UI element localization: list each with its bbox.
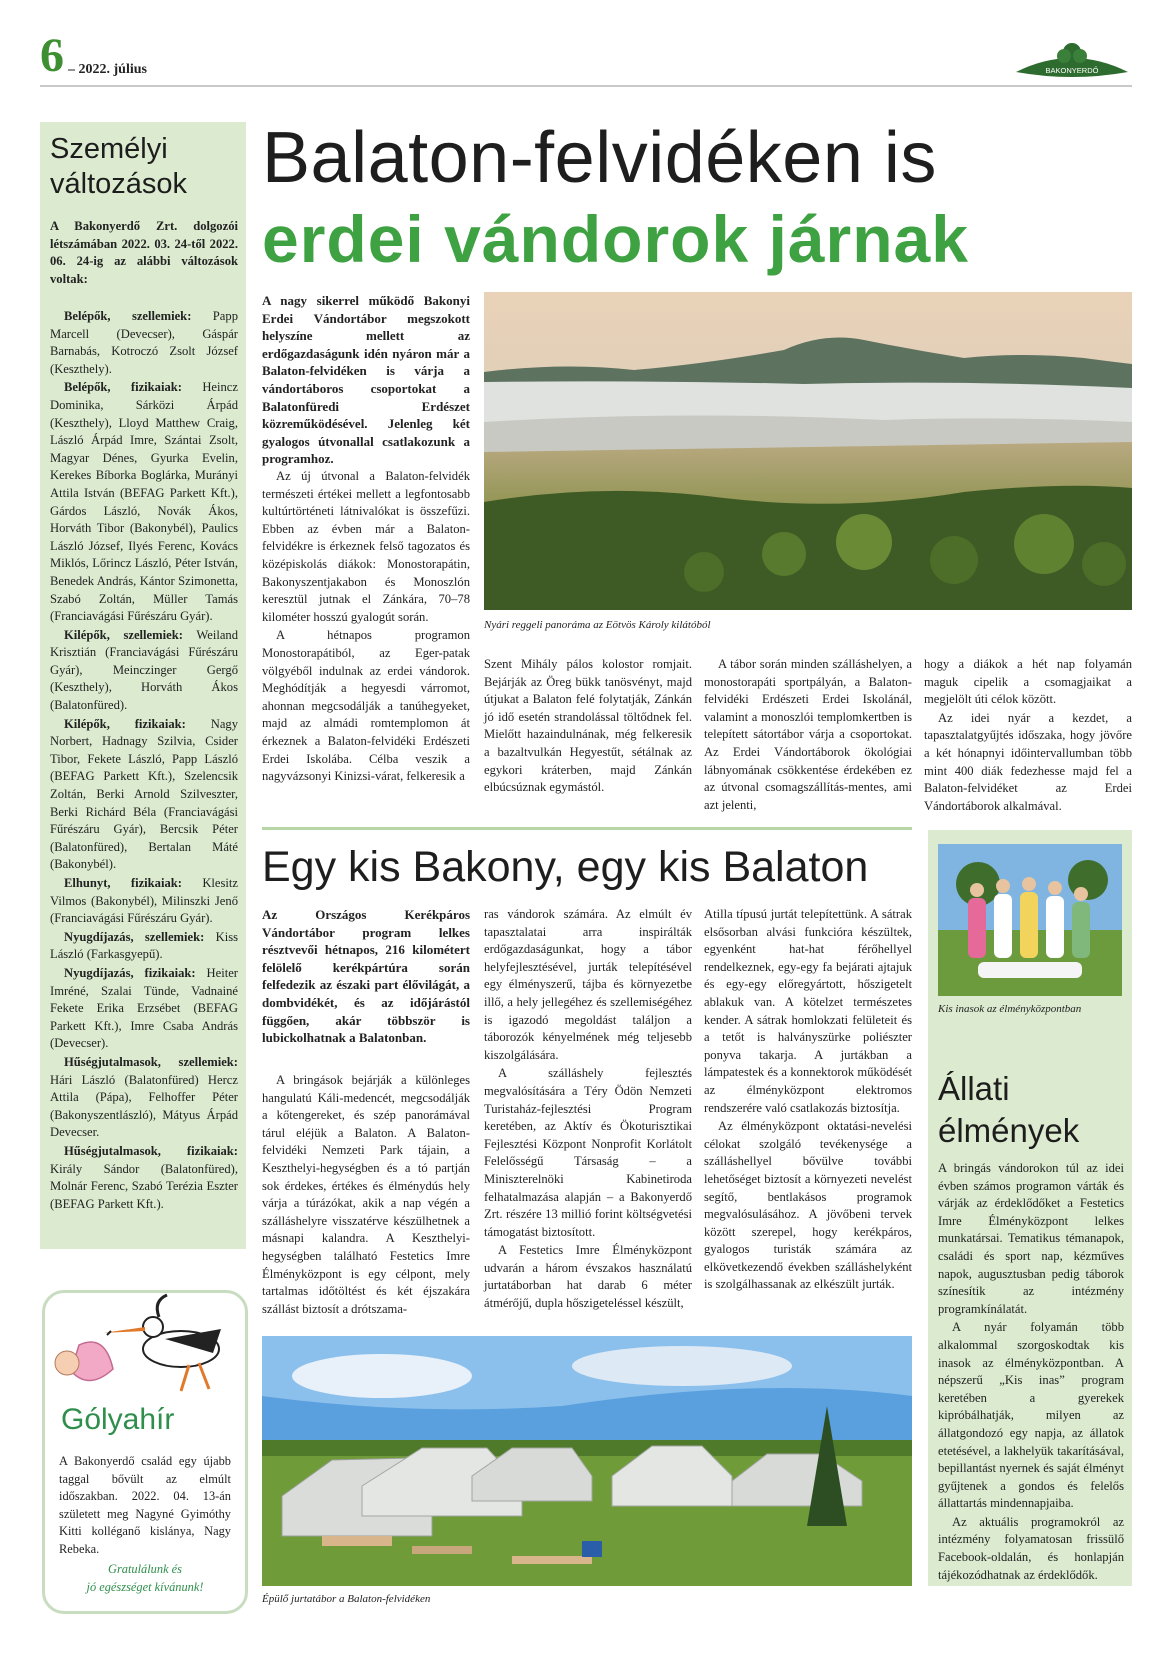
article2-column1 [262,1072,470,1319]
article2-title: Egy kis Bakony, egy kis Balaton [262,843,869,891]
personnel-entry [50,379,238,625]
article1-column2 [484,656,692,798]
article2-column2 [484,906,692,1314]
personnel-entry-label: Hűségjutalmasok, szellemiek: [64,1054,238,1069]
personnel-entry-text: Hári László (Balatonfüred) Hercz Attila (Pápa), Felhoffer Péter (Bakonyszentlászló), Mátyus Árpád Devecser. [50,1072,238,1140]
article2-column3 [704,906,912,1295]
article1-paragraph: A hétnapos programon Monostorapátiból, az Eger-patak völgyéből indulnak az erdei vándorok. Meghódítják a hegyesdi várromot, ahonnan megcsodálják a tanúhegyeket, majd az almádi romtemplomon át érkeznek a Balaton-felvidéki Erdészeti Erdei Iskolába. Célba veszik a nagyvázsonyi Kinizsi-várat, felkeresik a [262,628,470,784]
personnel-entry-text: Klesitz Vilmos (Bakonybél), Milinszki Jenő (Franciavágási Fűrészáru Gyár). [50,876,238,926]
animal-experiences-title: Állati élmények [938,1070,1080,1149]
issue-date: – 2022. július [68,62,147,77]
kids-photo [938,844,1122,996]
article1-column3 [704,656,912,815]
article2-paragraph: A Festetics Imre Élményközpont udvarán a három évszakos használatú jurtatáborban hat darab 6 méter átmérőjű, dupla hőszigeteléssel készült, [484,1243,692,1311]
personnel-entry-label: Nyugdíjazás, szellemiek: [64,929,205,944]
yurt-camp-photo [262,1336,912,1586]
article-divider [262,827,912,830]
article1-column4 [924,656,1132,816]
panorama-caption: Nyári reggeli panoráma az Eötvös Károly kilátóból [484,619,711,631]
personnel-entry-text: Weiland Krisztián (Franciavágási Fűrészáru Gyár), Meinczinger Gergő (Keszthely), Horváth Ákos (Balatonfüred). [50,627,239,713]
logo-text: BAKONYERDŐ [1045,66,1099,75]
personnel-entry [50,716,238,874]
personnel-entry [50,1143,238,1213]
personnel-entry-text: Kiss László (Farkasgyepű). [50,929,238,962]
kids-caption: Kis inasok az élményközpontban [938,1003,1082,1015]
personnel-entry-text: Király Sándor (Balatonfüred), Molnár Ferenc, Szabó Terézia Eszter (BEFAG Parkett Kft.). [50,1161,238,1211]
personnel-entry-label: Elhunyt, fizikaiak: [64,876,182,890]
personnel-entry [50,1054,238,1142]
personnel-entry-label: Kilépők, szellemiek: [64,627,183,642]
personnel-entry [50,627,238,715]
birth-announcement-box [42,1290,248,1614]
animal-paragraph: Az aktuális programokról az intézmény folyamatosan frissülő Facebook-oldalán, és honlapján tájékozódhatnak az érdeklődők. [938,1514,1124,1582]
personnel-entry-label: Belépők, szellemiek: [64,309,192,323]
headline-line1: Balaton-felvidéken is [262,118,937,198]
stork-baby-icon [49,1293,245,1401]
article2-lead: Az Országos Kerékpáros Vándortábor program lelkes résztvevői hétnapos, 216 kilométert felölelő kerékpártúra során felfedezik az északi part élővilágát, a dombvidékét, és az időjárástól függően, akár többször is lubickolhatnak a Balatonban. [262,907,470,1046]
animal-paragraph: A bringás vándorokon túl az idei évben számos programon várták és várják az érdeklődőket a Festetics Imre Élményközpont lelkes munkatársai. Tematikus témanapok, családi és sport nap, kézműves napok, augusztusban pedig táborok színesítik az intézmény programkínálatát. [938,1161,1124,1316]
article1-column1 [262,468,470,787]
yurt-camp-caption: Épülő jurtatábor a Balaton-felvidéken [262,1593,431,1605]
personnel-entry-text: Papp Marcell (Devecser), Gáspár Barnabás, Kotroczó Zsolt József (Keszthely). [50,309,238,376]
personnel-entry [50,308,238,378]
personnel-entry [50,929,238,964]
personnel-entry-label: Hűségjutalmasok, fizikaiak: [64,1143,238,1158]
bakonyerdo-logo [1012,38,1132,82]
personnel-entry-text: Heiter Imréné, Szalai Tünde, Vadnainé Fekete Erika Erzsébet (BEFAG Parkett Kft.), Imre Csaba András (Devecser). [50,965,238,1051]
article2-paragraph: A szálláshely fejlesztés megvalósítására a Téry Ödön Nemzeti Turistaház-fejlesztési Program keretében, az Aktív és Ökoturisztikai Fejlesztési Központ Nonprofit Korlátolt Felelősségű Társaság – a Miniszterelnöki Kabinetiroda felhatalmazása alapján – a Bakonyerdő Zrt. részére 13 millió forint költségvetési támogatást biztosított. [484,1066,692,1239]
personnel-list [50,308,238,1214]
article1-paragraph: Az idei nyár a kezdet, a tapasztalatgyűjtés időszaka, hogy jövőre a két hónapnyi időintervallumban több mint 400 diák fedezhesse majd fel a Balaton-felvidéket az Erdei Vándortáborok alkalmával. [924,710,1132,813]
personnel-entry-label: Belépők, fizikaiak: [64,380,182,395]
article1-paragraph: A tábor során minden szálláshelyen, a monostorapáti sportpályán, a Balaton-felvidéki Erdészeti Erdei Iskolánál, valamint a monoszlói templomkertben is telepített sátortábor várja a csoportokat. Az Erdei Vándortáborok ökológiai lábnyomának csökkentése érdekében ez az útvonal csomagszállítás-mentes, ami azt jelenti, [704,657,912,812]
birth-title: Gólyahír [61,1403,175,1436]
article2-paragraph: A bringások bejárják a különleges hangulatú Káli-medencét, megcsodálják a kőtengereket, és szép panorámával tárul eléjük a Balaton. A Balaton-felvidéki Nemzeti Park tájain, a Keszthelyi-hegységben és a tó partján sok érdekes, értékes és élménydús hely várja a túrázókat, akik a nap végén a szálláshelyre visszatérve készülhetnek a másnapi kalandra. A Keszthelyi-hegységben található Festetics Imre Élményközpont is egy célpont, mely tartalmas időtöltést és két éjszakára szállást biztosít a drótszama- [262,1073,470,1316]
birth-wish-line2: jó egészséget kívánunk! [86,1579,204,1594]
birth-wish [59,1561,231,1596]
personnel-entry [50,875,238,928]
personnel-entry [50,965,238,1053]
header-rule [40,85,1132,87]
article2-paragraph: Az élményközpont oktatási-nevelési célokat szolgáló tevékenysége a szálláshellyel bővülve további lehetőséget biztosít a környezeti nevelést segítő, bentlakásos programok megvalósulásához. A jövőbeni tervek között szerepel, hogy kerékpáros, gyalogos turisták számára az elkövetkezendő években szálláshelyként is szolgálhassanak az elkészült jurták. [704,1119,912,1292]
personnel-intro: A Bakonyerdő Zrt. dolgozói létszámában 2022. 03. 24-től 2022. 06. 24-ig az alábbi változások voltak: [50,219,238,286]
article1-lead: A nagy sikerrel működő Bakonyi Erdei Vándortábor megszokott helyszíne mellett az erdőgazdaságunk idén nyáron már a Balaton-felvidéken is várja a vándortáboros csoportokat a Balatonfüredi Erdészet közreműködésével. Jelenleg két gyalogos útvonallal csatlakozunk a programhoz. [262,293,470,467]
article2-paragraph: ras vándorok számára. Az elmúlt év tapasztalatai arra inspirálták erdőgazdaságunkat, hogy a tábor helyfejlesztésével, jurták telepítésével egy élményszerű, tájba és környezetbe illő, a hely jellegéhez és szellemiségéhez is igazodó megoldást találjon a táborozók kényelmének még teljesebb kiszolgálására. [484,907,692,1062]
article1-paragraph: hogy a diákok a hét nap folyamán maguk cipelik a csomagjaikat a megjelölt úti célok között. [924,657,1132,707]
personnel-entry-label: Nyugdíjazás, fizikaiak: [64,965,196,980]
animal-experiences-box [928,830,1132,1586]
personnel-changes-box [40,122,246,1249]
headline-line2: erdei vándorok járnak [262,202,969,276]
personnel-entry-label: Kilépők, fizikaiak: [64,716,186,731]
animal-experiences-text [938,1160,1124,1585]
personnel-entry-text: Nagy Norbert, Hadnagy Szilvia, Csider Tibor, Fekete László, Papp László (BEFAG Parkett Kft.), Szelencsik Zoltán, Berki Arnold Szilveszter, Berki Richárd Béla (Franciavágási Fűrészáru Gyár), Bercsik Péter (Balatonfüred), Bertalan Máté (Bakonybél). [50,716,238,872]
page-number: 6 [40,29,64,82]
panorama-photo [484,292,1132,610]
animal-paragraph: A nyár folyamán több alkalommal szorgoskodtak kis inasok az élményközpontban. A népszerű „Kis inas” program keretében a gyerekek kipróbálhatják, milyen az állatgondozó egy napja, az állatok etetésével, a lakhelyük takarításával, bepillantást nyernek és saját élményt gyűjtenek a gondos és felelős állattartás mindennapjaiba. [938,1320,1124,1511]
personnel-title: Személyi változások [50,133,188,200]
personnel-entry-text: Heincz Dominika, Sárközi Árpád (Keszthely), Lloyd Matthew Craig, László Árpád Imre, Szántai Zsolt, Magyar Dénes, Gyurka Evelin, Kerekes Bíborka Boglárka, Murányi Attila István (BEFAG Parkett Kft.), Gárdos László, Novák Ákos, Horváth Tibor (Bakonybél), Paulics László József, Ilyés Ferenc, Kovács Miklós, Lőrincz László, Péter István, Benedek András, Kántor Szimonetta, Szabó Zoltán, Müller Tamás (Franciavágási Fűrészáru Gyár). [50,380,238,624]
birth-text: A Bakonyerdő család egy újabb taggal bővült az elmúlt időszakban. 2022. 04. 13-án született meg Nagyné Gyimóthy Kitti kolléganő kislánya, Nagy Rebeka. [59,1454,231,1556]
birth-wish-line1: Gratulálunk és [108,1562,182,1576]
article2-paragraph: Atilla típusú jurtát telepítettünk. A sátrak elsősorban alvási funkcióra készültek, egyenként hat-hat férőhellyel rendelkeznek, egy-egy fa bejárati ajtajuk és egy-egy előregyártott, hőszigetelt ablakuk van. A kötelzet természetes kender. A sátrak homlokzati felületeit és a tetőt is halványszürke poliészter ponyva takarja. A jurtákban a lámpatestek és a konnektorok működését az élményközpont elektromos rendszerére való csatlakozás biztosítja. [704,907,912,1115]
article1-paragraph: Az új útvonal a Balaton-felvidék természeti értékei mellett a legfontosabb kultúrtörténeti látnivalókat is összefűzi. Ebben az évben már a Balaton-felvidékre is érkeznek felső tagozatos és középiskolás diákok: Monostorapátin, Bakonyszentjakabon és Monoszlón keresztül jutnak el Zánkára, 70–78 kilométer hosszú gyalogút során. [262,469,470,624]
article1-paragraph: Szent Mihály pálos kolostor romjait. Bejárják az Öreg bükk tanösvényt, majd útjukat a Balaton felé folytatják, Zánkán jó idő esetén strandolással töltődnek fel. Mielőtt hazaindulnának, még felkeresik a bazaltvulkán Hegyestűt, sétálnak az egykori kráterben, majd Zánkán elbúcsúznak egymástól. [484,657,692,795]
